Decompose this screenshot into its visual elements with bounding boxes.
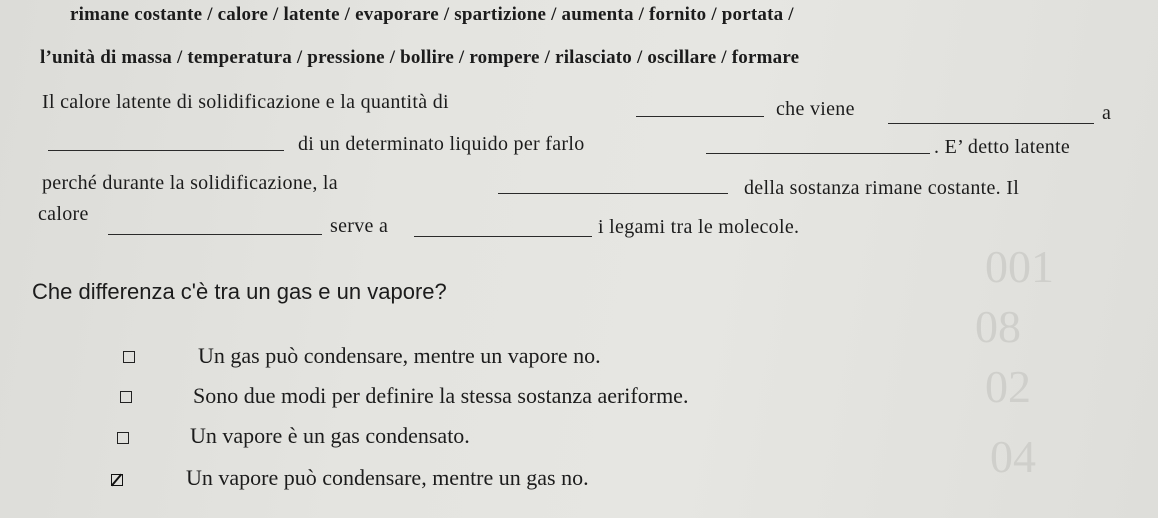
answer-blank-1[interactable] bbox=[636, 116, 764, 117]
option-label: Un vapore può condensare, mentre un gas no. bbox=[186, 465, 589, 490]
word-bank-line-2: l’unità di massa / temperatura / pressione / bollire / rompere / rilasciato / oscillare / formare bbox=[40, 47, 800, 68]
paragraph-text: che viene bbox=[776, 98, 855, 120]
option-label: Un gas può condensare, mentre un vapore no. bbox=[198, 343, 601, 368]
show-through-mark: 02 bbox=[985, 361, 1031, 412]
paragraph-text: i legami tra le molecole. bbox=[598, 216, 800, 238]
paragraph-text: calore bbox=[38, 203, 89, 225]
answer-blank-6[interactable] bbox=[108, 234, 322, 235]
answer-blank-5[interactable] bbox=[498, 193, 728, 194]
show-through-mark: 04 bbox=[990, 431, 1036, 482]
option-label: Sono due modi per definire la stessa sostanza aeriforme. bbox=[193, 383, 689, 408]
option-checkbox[interactable] bbox=[120, 391, 132, 403]
option-checkbox[interactable] bbox=[123, 351, 135, 363]
question-title: Che differenza c'è tra un gas e un vapore? bbox=[32, 279, 447, 304]
answer-blank-7[interactable] bbox=[414, 236, 592, 237]
paragraph-text: perché durante la solidificazione, la bbox=[42, 172, 338, 194]
option-checkbox[interactable] bbox=[117, 432, 129, 444]
paragraph-text: della sostanza rimane costante. Il bbox=[744, 177, 1020, 199]
paragraph-text: . E’ detto latente bbox=[934, 136, 1071, 158]
option-checkbox-checked[interactable] bbox=[111, 474, 123, 486]
answer-blank-2[interactable] bbox=[888, 123, 1094, 124]
show-through-mark: 08 bbox=[975, 301, 1021, 352]
paragraph-text: di un determinato liquido per farlo bbox=[298, 133, 585, 155]
answer-blank-4[interactable] bbox=[706, 153, 930, 154]
paragraph-text: serve a bbox=[330, 215, 389, 237]
paragraph-text: Il calore latente di solidificazione e la quantità di bbox=[42, 91, 449, 113]
answer-blank-3[interactable] bbox=[48, 150, 284, 151]
word-bank-line-1: rimane costante / calore / latente / evaporare / spartizione / aumenta / fornito / portata / bbox=[70, 4, 794, 25]
paragraph-text: a bbox=[1102, 102, 1112, 124]
show-through-mark: 001 bbox=[985, 241, 1054, 292]
option-label: Un vapore è un gas condensato. bbox=[190, 423, 470, 448]
